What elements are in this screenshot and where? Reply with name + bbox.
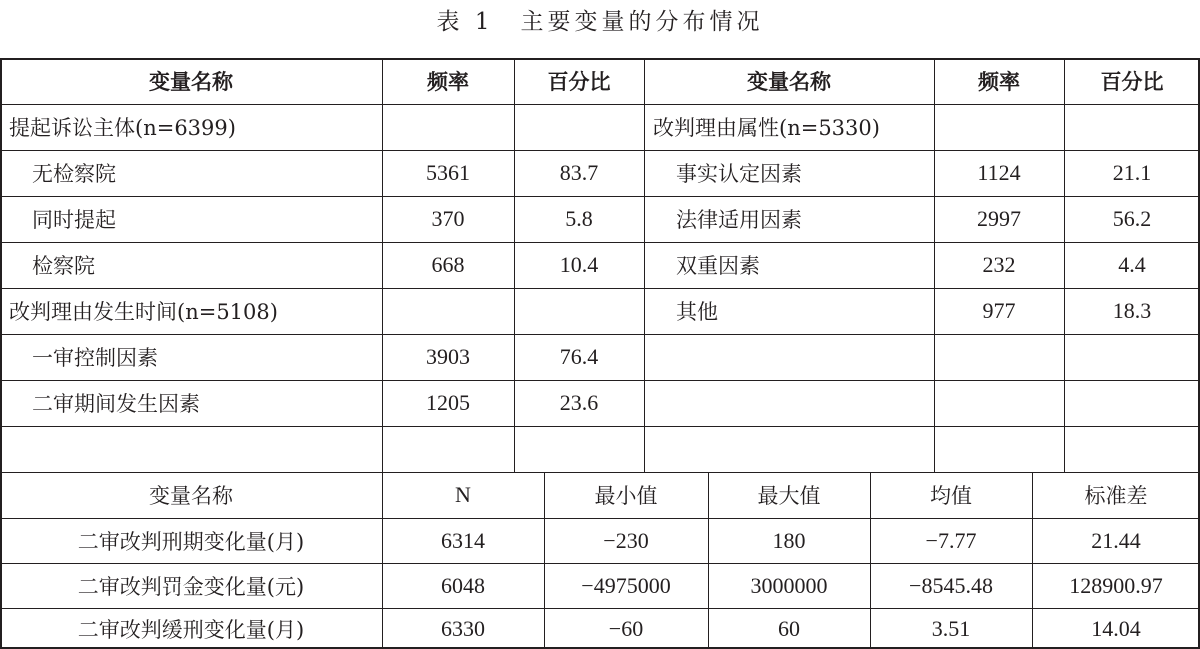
table-cell xyxy=(514,426,644,472)
table-cell: 21.1 xyxy=(1112,160,1152,185)
table-cell: 232 xyxy=(982,252,1016,277)
stats-cell: 3000000 xyxy=(750,572,828,598)
stats-cell: −8545.48 xyxy=(909,572,993,598)
stats-cell: −230 xyxy=(603,527,649,553)
table-cell: 18.3 xyxy=(1112,298,1152,323)
table-cell: 76.4 xyxy=(559,344,599,369)
table-cell xyxy=(1064,104,1200,150)
table-cell: 56.2 xyxy=(1112,206,1152,231)
variable-name-cell: 二审期间发生因素 xyxy=(32,392,200,416)
table-cell: 1205 xyxy=(426,390,470,415)
stats-column-header: 最大值 xyxy=(757,484,821,508)
stats-cell: 180 xyxy=(772,527,806,553)
table-cell: 5.8 xyxy=(565,206,593,231)
stats-variable-name: 二审改判缓刑变化量(月) xyxy=(77,617,305,642)
stats-column-header: 最小值 xyxy=(594,484,658,508)
variable-name-cell xyxy=(644,380,934,426)
stats-cell: 21.44 xyxy=(1091,527,1141,553)
stats-cell: 6314 xyxy=(441,527,485,553)
variable-name-cell: 改判理由发生时间(n=5108) xyxy=(9,300,278,324)
variable-name-cell: 同时提起 xyxy=(32,208,116,232)
variable-name-cell: 法律适用因素 xyxy=(676,208,802,232)
stats-cell: 6048 xyxy=(441,572,485,598)
table-cell xyxy=(934,104,1064,150)
variable-name-cell: 其他 xyxy=(676,300,718,324)
table-cell: 2997 xyxy=(977,206,1021,231)
variable-name-cell: 事实认定因素 xyxy=(676,162,802,186)
table-cell xyxy=(514,104,644,150)
variable-name-cell: 双重因素 xyxy=(676,254,760,278)
table-cell: 3903 xyxy=(426,344,470,369)
column-header: 频率 xyxy=(978,70,1020,94)
stats-cell: 3.51 xyxy=(931,615,971,641)
table-cell xyxy=(514,288,644,334)
table-cell xyxy=(934,426,1064,472)
table-cell: 668 xyxy=(431,252,465,277)
table-cell xyxy=(382,288,514,334)
column-header: 变量名称 xyxy=(747,70,831,94)
stats-cell: −60 xyxy=(608,615,644,641)
variable-name-cell: 检察院 xyxy=(32,254,95,278)
table-title: 表 1 主要变量的分布情况 xyxy=(436,9,764,35)
stats-cell: 60 xyxy=(778,615,800,641)
table-cell xyxy=(934,334,1064,380)
table-cell: 83.7 xyxy=(559,160,599,185)
variable-name-cell: 改判理由属性(n=5330) xyxy=(653,116,880,140)
table-cell xyxy=(1064,334,1200,380)
column-header: 变量名称 xyxy=(149,70,233,94)
stats-column-header: 变量名称 xyxy=(149,484,233,508)
stats-cell: 6330 xyxy=(441,615,485,641)
variable-distribution-table xyxy=(0,58,1200,649)
stats-column-header: 均值 xyxy=(930,484,972,508)
table-cell: 977 xyxy=(982,298,1016,323)
stats-cell: −4975000 xyxy=(581,572,671,598)
stats-variable-name: 二审改判罚金变化量(元) xyxy=(77,574,305,599)
stats-variable-name: 二审改判刑期变化量(月) xyxy=(77,529,305,554)
table-cell: 10.4 xyxy=(559,252,599,277)
variable-name-cell xyxy=(0,426,382,472)
table-cell xyxy=(1064,426,1200,472)
variable-name-cell: 一审控制因素 xyxy=(32,346,158,370)
table-cell: 23.6 xyxy=(559,390,599,415)
stats-cell: 128900.97 xyxy=(1069,572,1163,598)
variable-name-cell xyxy=(644,426,934,472)
stats-column-header: 标准差 xyxy=(1084,484,1148,508)
table-cell: 1124 xyxy=(977,160,1021,185)
column-header: 百分比 xyxy=(1100,70,1164,94)
variable-name-cell: 无检察院 xyxy=(32,162,116,186)
table-cell xyxy=(382,104,514,150)
variable-name-cell: 提起诉讼主体(n=6399) xyxy=(9,116,236,140)
table-cell xyxy=(1064,380,1200,426)
stats-cell: 14.04 xyxy=(1091,615,1141,641)
table-cell: 4.4 xyxy=(1118,252,1146,277)
table-cell xyxy=(934,380,1064,426)
table-cell: 5361 xyxy=(426,160,470,185)
variable-name-cell xyxy=(644,334,934,380)
table-cell: 370 xyxy=(431,206,465,231)
column-header: 百分比 xyxy=(547,70,611,94)
stats-column-header: N xyxy=(455,482,471,507)
stats-cell: −7.77 xyxy=(925,527,977,553)
column-header: 频率 xyxy=(427,70,469,94)
table-cell xyxy=(382,426,514,472)
